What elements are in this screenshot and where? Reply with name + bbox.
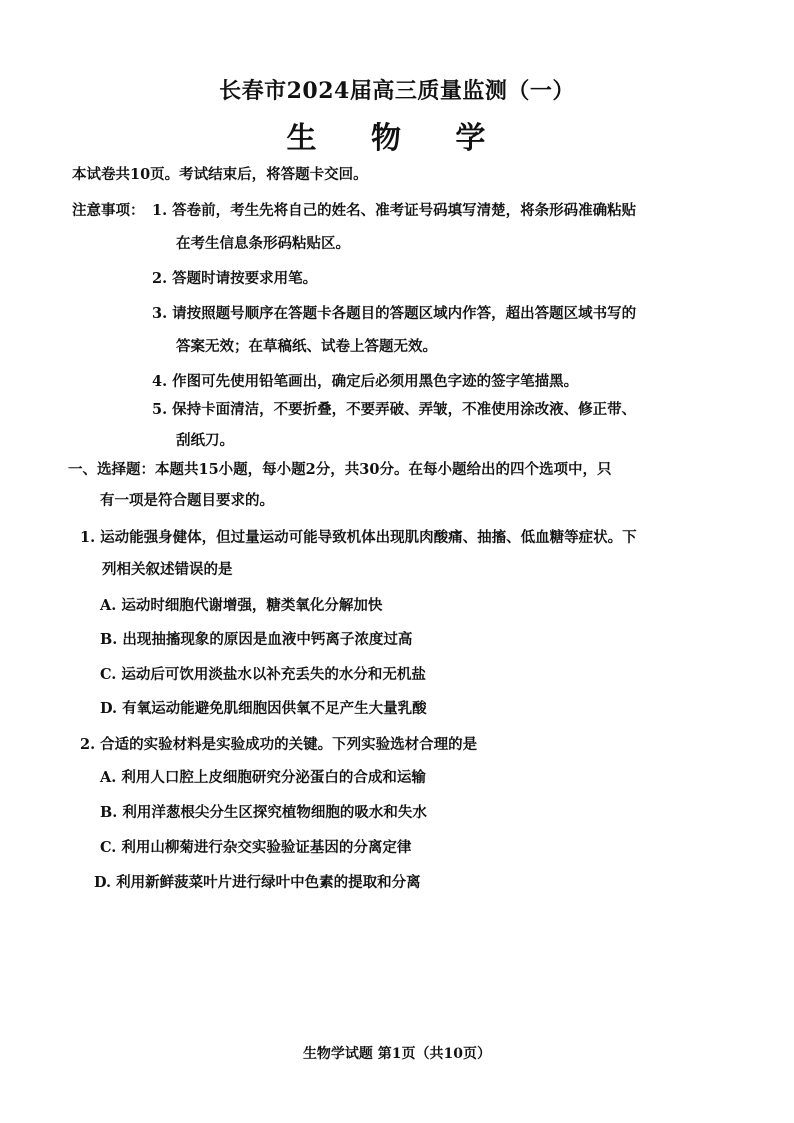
note-item-5-line-2: 刮纸刀。 (176, 432, 234, 449)
exam-intro: 本试卷共10页。考试结束后，将答题卡交回。 (72, 166, 368, 183)
q2-stem: 2. 合适的实验材料是实验成功的关键。下列实验选材合理的是 (80, 736, 478, 753)
note-item-5-line-1: 5. 保持卡面清洁，不要折叠，不要弄破、弄皱，不准使用涂改液、修正带、 (152, 401, 637, 418)
note-item-3-line-2: 答案无效；在草稿纸、试卷上答题无效。 (176, 338, 437, 355)
q2-option-d: D. 利用新鲜菠菜叶片进行绿叶中色素的提取和分离 (94, 874, 421, 891)
q2-option-a: A. 利用人口腔上皮细胞研究分泌蛋白的合成和运输 (100, 769, 426, 786)
section-heading-line-1: 一、选择题：本题共15小题，每小题2分，共30分。在每小题给出的四个选项中，只 (68, 461, 612, 478)
q1-option-a: A. 运动时细胞代谢增强，糖类氧化分解加快 (100, 597, 383, 614)
q1-option-c: C. 运动后可饮用淡盐水以补充丢失的水分和无机盐 (100, 666, 426, 683)
section-heading-line-2: 有一项是符合题目要求的。 (100, 492, 274, 509)
note-item-3-line-1: 3. 请按照题号顺序在答题卡各题目的答题区域内作答，超出答题区域书写的 (152, 305, 637, 322)
q1-stem-line-1: 1. 运动能强身健体，但过量运动可能导致机体出现肌肉酸痛、抽搐、低血糖等症状。下 (80, 529, 637, 546)
note-item-1-line-2: 在考生信息条形码粘贴区。 (176, 235, 350, 252)
note-item-2: 2. 答题时请按要求用笔。 (152, 270, 318, 287)
notes-label: 注意事项： (72, 202, 145, 219)
q2-option-c: C. 利用山柳菊进行杂交实验验证基因的分离定律 (100, 839, 412, 856)
note-item-1-line-1: 1. 答卷前，考生先将自己的姓名、准考证号码填写清楚，将条形码准确粘贴 (152, 202, 637, 219)
page-footer: 生物学试题 第1页（共10页） (302, 1046, 492, 1062)
q1-option-d: D. 有氧运动能避免肌细胞因供氧不足产生大量乳酸 (100, 700, 427, 717)
subject-title: 生 物 学 (286, 121, 508, 156)
exam-title: 长春市2024届高三质量监测（一） (219, 78, 575, 104)
q1-stem-line-2: 列相关叙述错误的是 (102, 561, 233, 578)
q2-option-b: B. 利用洋葱根尖分生区探究植物细胞的吸水和失水 (100, 804, 427, 821)
note-item-4: 4. 作图可先使用铅笔画出，确定后必须用黑色字迹的签字笔描黑。 (152, 373, 579, 390)
q1-option-b: B. 出现抽搐现象的原因是血液中钙离子浓度过高 (100, 631, 413, 648)
